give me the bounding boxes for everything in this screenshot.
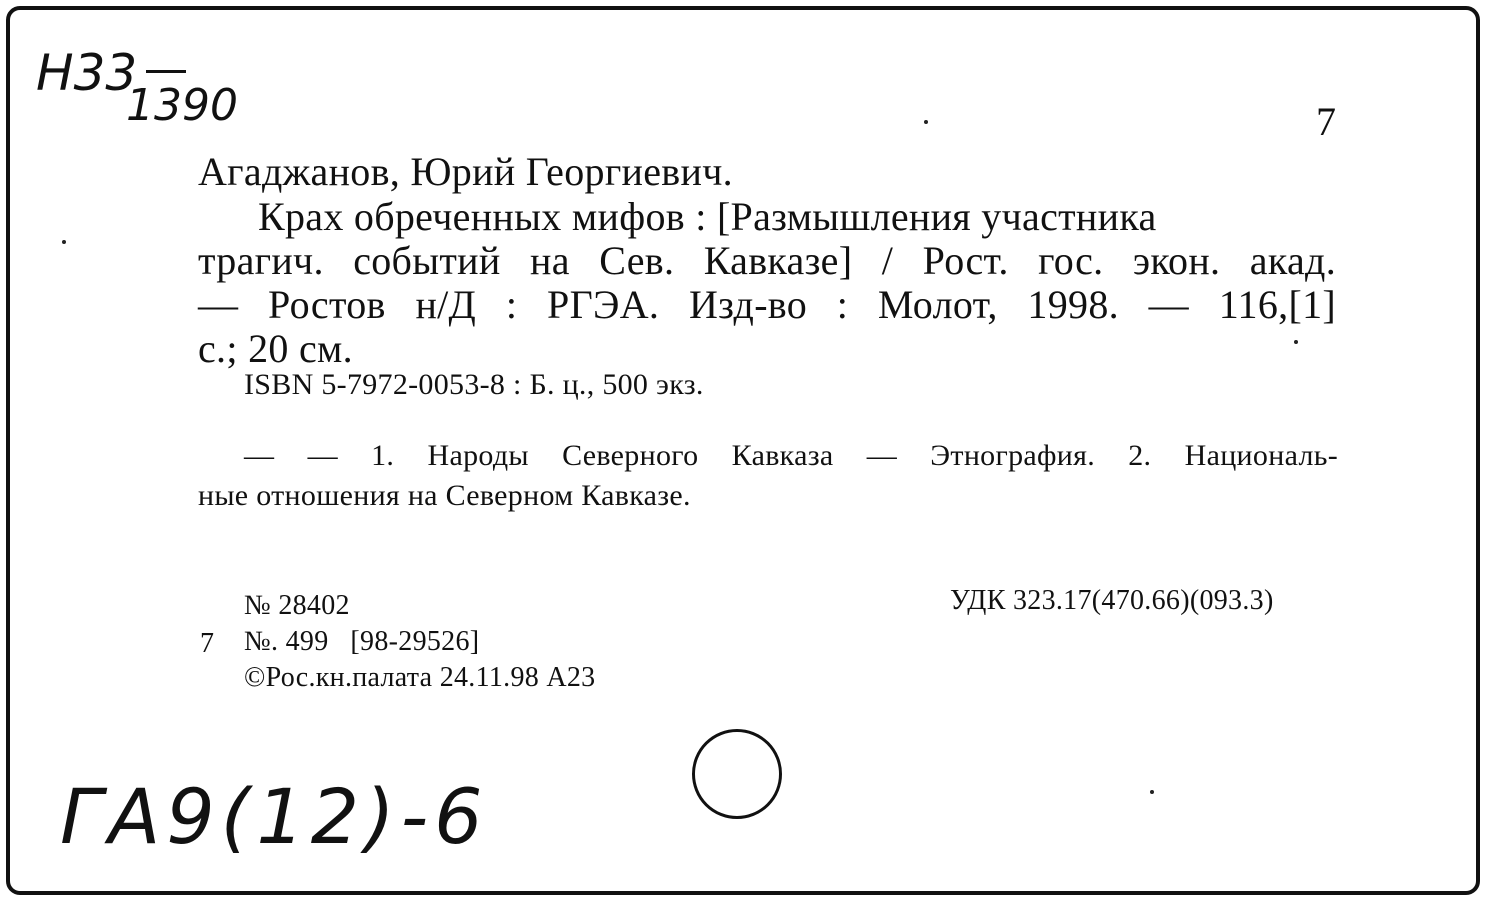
punch-hole-circle (692, 729, 782, 819)
speck (1150, 790, 1154, 794)
handwritten-shelfmark-top: Н33 (36, 44, 138, 102)
description-line-2: трагич. событий на Сев. Кавказе] / Рост. гос. экон. акад. (198, 238, 1336, 283)
handwritten-class-code: ГА9(12)-6 (60, 772, 489, 861)
card-number: 7 (1316, 99, 1337, 144)
handwritten-shelfmark-bottom: 1390 (126, 80, 238, 131)
author-heading: Агаджанов, Юрий Георгиевич. (198, 149, 733, 194)
description-line-4: с.; 20 см. (198, 326, 353, 371)
isbn-line: ISBN 5-7972-0053-8 : Б. ц., 500 экз. (244, 368, 704, 401)
description-line-3: — Ростов н/Д : РГЭА. Изд-во : Молот, 1998. — 116,[1] (198, 282, 1336, 327)
speck (1294, 340, 1298, 344)
footer-line: №. 499 [98-29526] (244, 626, 480, 657)
description-line-1: Крах обреченных мифов : [Размышления участника (258, 194, 1157, 239)
speck (924, 120, 928, 124)
subjects-line-2: ные отношения на Северном Кавказе. (198, 479, 691, 512)
copyright-line: ©Рос.кн.палата 24.11.98 А23 (244, 662, 596, 693)
udk-code: УДК 323.17(470.66)(093.3) (950, 585, 1274, 616)
shelfmark-fraction-line (146, 70, 186, 73)
subjects-line-1: — — 1. Народы Северного Кавказа — Этнография. 2. Националь- (244, 439, 1338, 472)
footer-prefix: 7 (200, 628, 215, 659)
speck (62, 240, 66, 244)
record-number: № 28402 (244, 590, 350, 621)
